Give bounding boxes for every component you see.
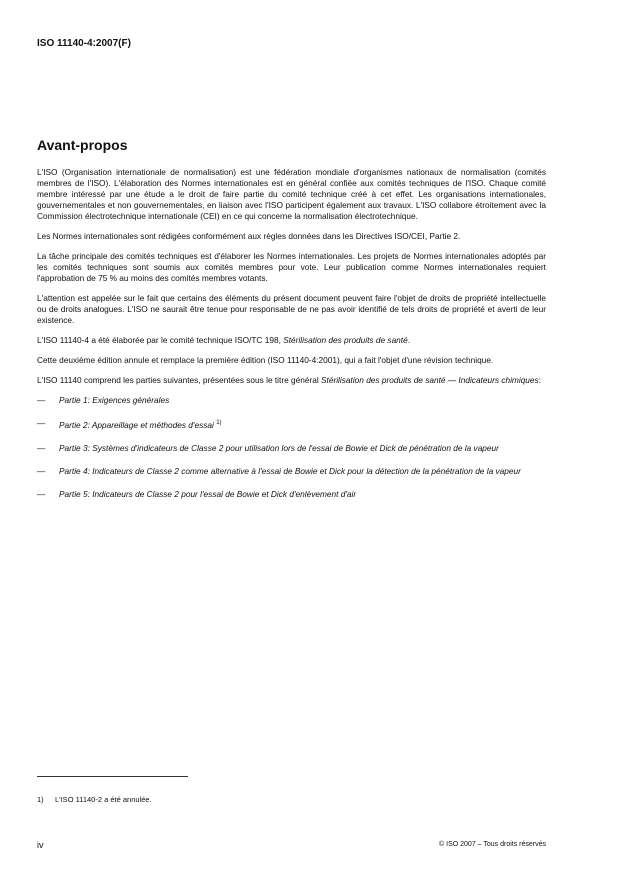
paragraph-parts-intro xyxy=(37,375,546,386)
list-item xyxy=(37,443,546,454)
footnote-number: 1) xyxy=(37,795,44,804)
general-title: Stérilisation des produits de santé — Indicateurs chimiques xyxy=(321,375,539,385)
prepared-by-text: L'ISO 11140-4 a été élaborée par le comité technique ISO/TC 198, xyxy=(37,335,284,345)
part-text: Partie 5: Indicateurs de Classe 2 pour l'essai de Bowie et Dick d'enlèvement d'air xyxy=(59,489,357,499)
dash-bullet: — xyxy=(37,418,46,428)
copyright-notice: © ISO 2007 – Tous droits réservés xyxy=(439,841,546,848)
paragraph-iso-organisation: L'ISO (Organisation internationale de normalisation) est une fédération mondiale d'organismes nationaux de normalisation (comités membres de l'ISO). L'élaboration des Normes internationales est en général confiée aux comités techniques de l'ISO. Chaque comité membre intéressé par une étude a le droit de faire partie du comité technique créé à cet effet. Les organisations internationales, gouvernementales et non gouvernementales, en liaison avec l'ISO participent également aux travaux. L'ISO collabore étroitement avec la Commission électrotechnique internationale (CEI) en ce qui concerne la normalisation électrotechnique. xyxy=(37,167,546,221)
paragraph-directives: Les Normes internationales sont rédigées conformément aux règles données dans les Directives ISO/CEI, Partie 2. xyxy=(37,231,461,241)
dash-bullet: — xyxy=(37,466,46,476)
paragraph-edition: Cette deuxième édition annule et remplace la première édition (ISO 11140-4:2001), qui a fait l'objet d'une révision technique. xyxy=(37,355,494,365)
part-text: Partie 4: Indicateurs de Classe 2 comme alternative à l'essai de Bowie et Dick pour la détection de la pénétration de la vapeur xyxy=(59,466,521,476)
footnote-reference[interactable]: 1) xyxy=(216,420,222,426)
list-item xyxy=(37,418,546,431)
page-number: iv xyxy=(37,840,44,850)
list-item xyxy=(37,395,546,406)
list-item xyxy=(37,489,546,500)
foreword-body xyxy=(37,167,546,512)
committee-title: Stérilisation des produits de santé xyxy=(283,335,408,345)
dash-bullet: — xyxy=(37,395,46,405)
prepared-by-end: . xyxy=(407,335,411,345)
part-text: Partie 2: Appareillage et méthodes d'essai xyxy=(59,420,214,430)
list-item xyxy=(37,466,546,477)
footnote-divider xyxy=(37,776,188,777)
parts-intro-text: L'ISO 11140 comprend les parties suivantes, présentées sous le titre général xyxy=(37,375,321,385)
footnote xyxy=(37,795,152,804)
parts-list xyxy=(37,395,546,500)
part-text: Partie 1: Exigences générales xyxy=(59,395,170,405)
document-id-header: ISO 11140-4:2007(F) xyxy=(37,38,131,49)
footnote-text: L'ISO 11140-2 a été annulée. xyxy=(55,795,152,804)
paragraph-prepared-by xyxy=(37,335,546,346)
parts-intro-end: : xyxy=(538,375,541,385)
paragraph-patent-rights: L'attention est appelée sur le fait que certains des éléments du présent document peuvent faire l'objet de droits de propriété intellectuelle ou de droits analogues. L'ISO ne saurait être tenue pour responsable de ne pas avoir identifié de tels droits de propriété et averti de leur existence. xyxy=(37,293,546,325)
page-title: Avant-propos xyxy=(37,137,128,153)
part-text: Partie 3: Systèmes d'indicateurs de Classe 2 pour utilisation lors de l'essai de Bowie et Dick de pénétration de la vapeur xyxy=(59,443,499,453)
dash-bullet: — xyxy=(37,443,46,453)
dash-bullet: — xyxy=(37,489,46,499)
paragraph-technical-committees: La tâche principale des comités techniques est d'élaborer les Normes internationales. Les projets de Normes internationales adoptés par les comités techniques sont soumis aux comités membres pour vote. Leur publication comme Normes internationales requiert l'approbation de 75 % au moins des comités membres votants. xyxy=(37,251,546,283)
